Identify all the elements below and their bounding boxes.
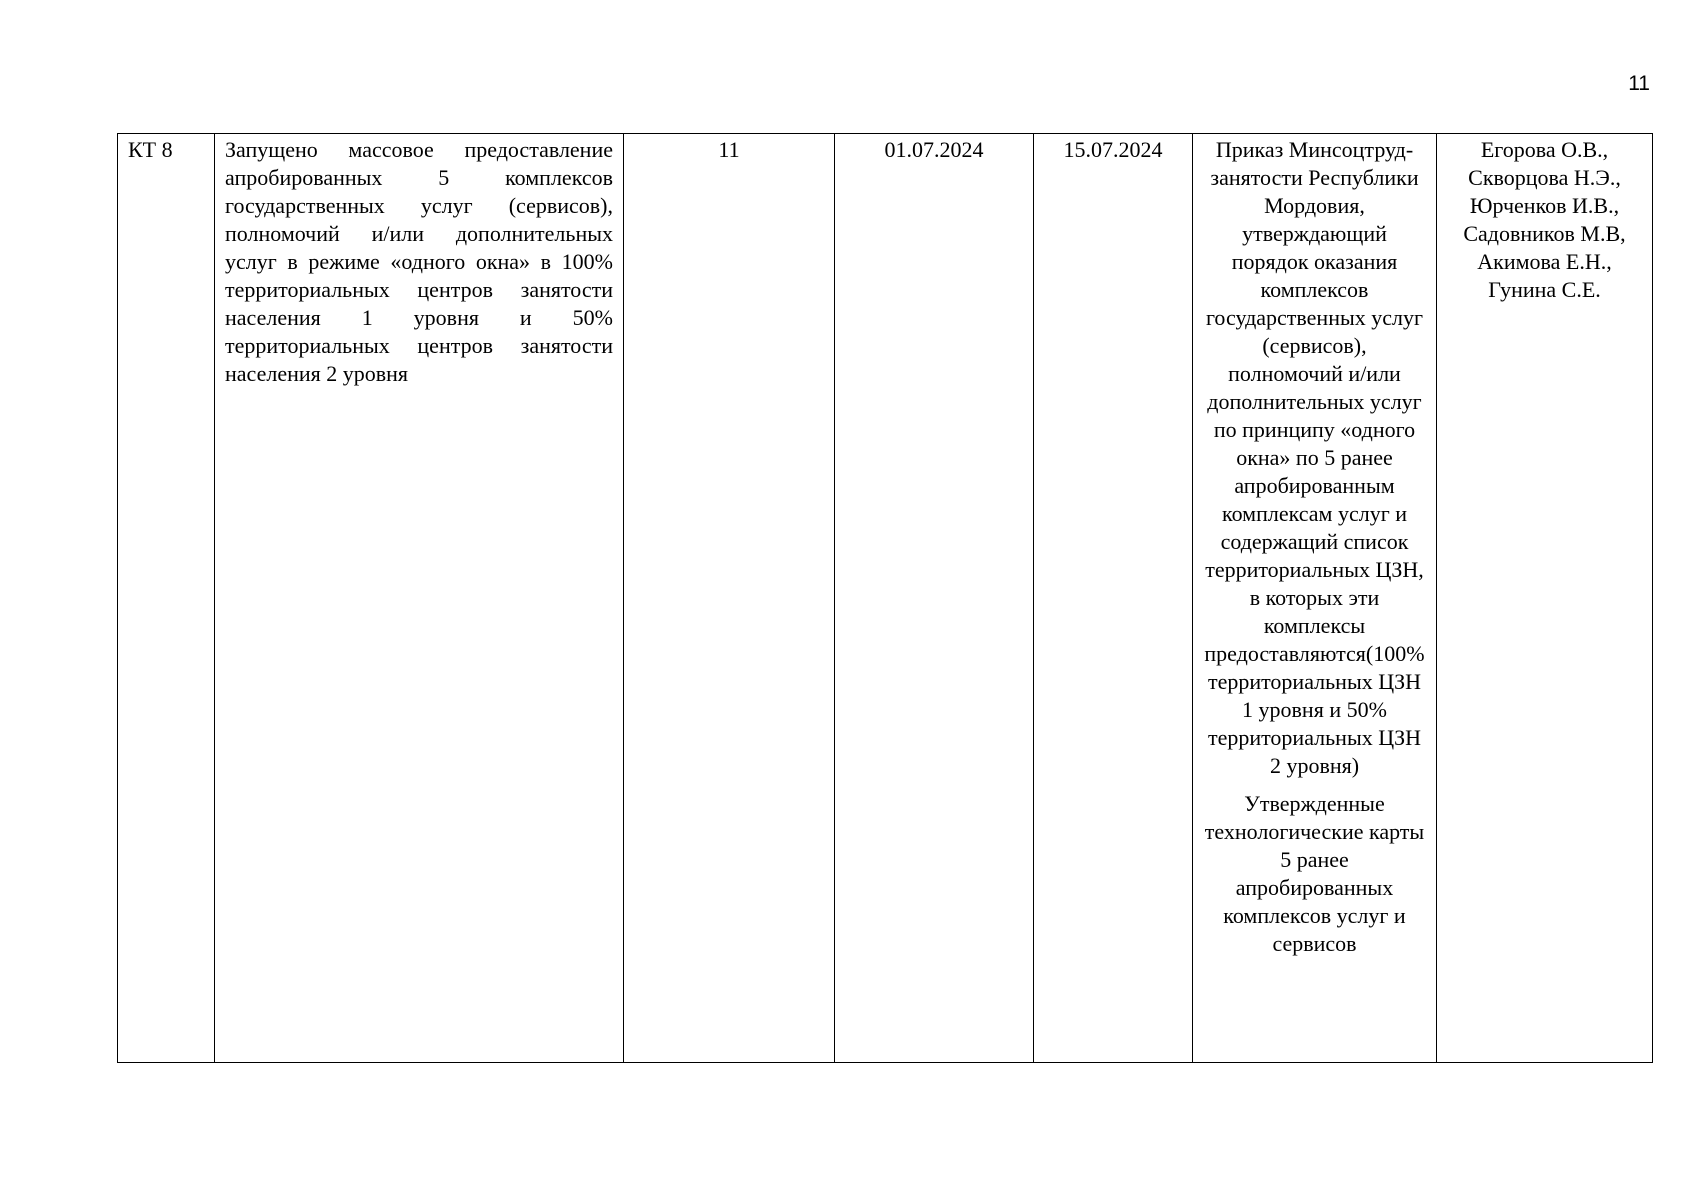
responsible-person: Егорова О.В., — [1480, 137, 1609, 162]
end-date: 15.07.2024 — [1034, 134, 1193, 1063]
start-date: 01.07.2024 — [835, 134, 1034, 1063]
responsible-person: Гунина С.Е. — [1488, 277, 1601, 302]
responsible-person: Скворцова Н.Э., — [1468, 165, 1621, 190]
page-number: 11 — [1628, 72, 1650, 95]
result-documents — [1193, 134, 1437, 1063]
document-tech-cards: Утвержденные технологические карты 5 ранее апробированных комплексов услуг и сервисов — [1204, 791, 1425, 956]
control-point-description: Запущено массовое предоставление апробированных 5 комплексов государственных услуг (сервисов), полномочий и/или дополнительных услуг в режиме «одного окна» в 100% территориальных центров занятости населения 1 уровня и 50% территориальных центров занятости населения 2 уровня — [215, 134, 624, 1063]
control-point-code: КТ 8 — [118, 134, 215, 1063]
responsible-person: Акимова Е.Н., — [1477, 249, 1612, 274]
control-point-table — [117, 133, 1653, 1063]
control-point-number: 11 — [624, 134, 835, 1063]
responsible-person: Садовников М.В, — [1463, 221, 1626, 246]
document-order: Приказ Минсоцтруд-занятости Республики Мордовия, утверждающий порядок оказания комплексов государственных услуг (сервисов), полномочий и/или дополнительных услуг по принципу «одного окна» по 5 ранее апробированным комплексам услуг и содержащий список территориальных ЦЗН, в которых эти комплексы предоставляются(100% территориальных ЦЗН 1 уровня и 50% территориальных ЦЗН 2 уровня) — [1204, 137, 1425, 778]
responsible-person: Юрченков И.В., — [1469, 193, 1620, 218]
table-row — [118, 134, 1653, 1063]
responsible-persons — [1437, 134, 1653, 1063]
